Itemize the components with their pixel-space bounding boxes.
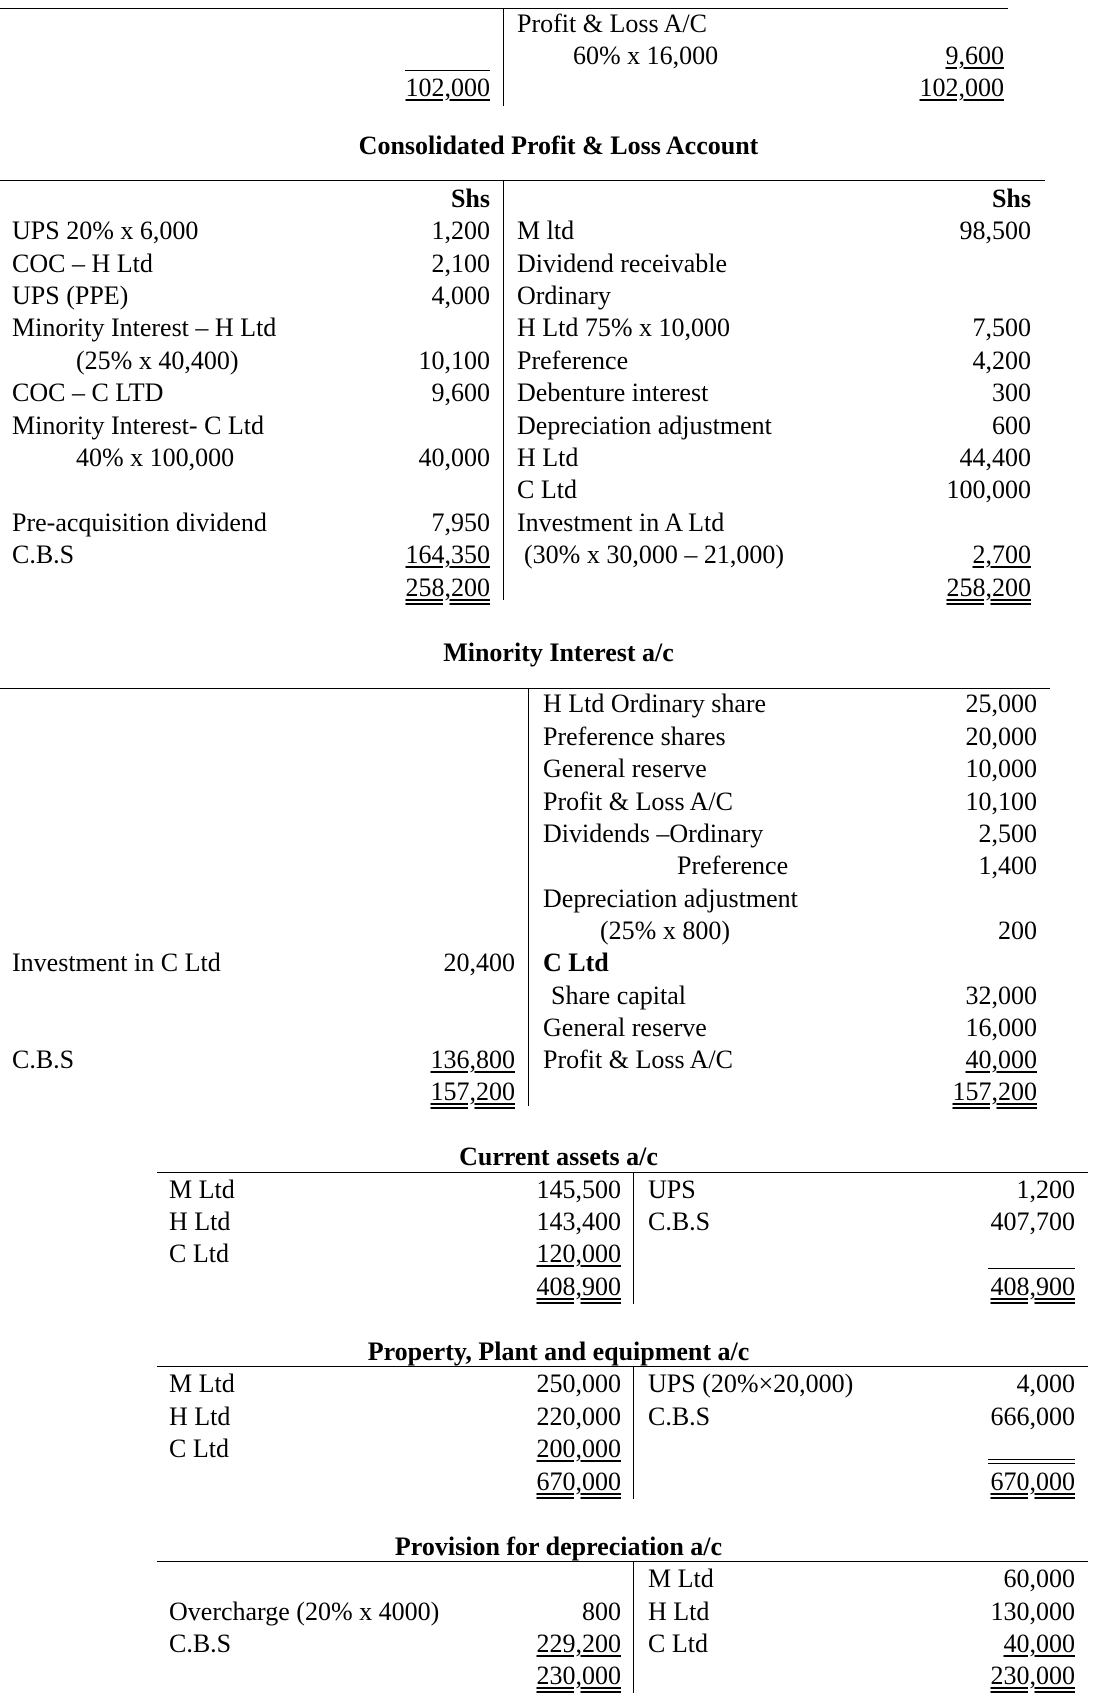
entry-label: COC – H Ltd xyxy=(12,249,153,278)
entry-amount: 200 xyxy=(998,916,1037,945)
entry-label: H Ltd xyxy=(169,1207,231,1236)
rule xyxy=(988,1459,1075,1460)
total-right: 230,000 xyxy=(990,1661,1075,1690)
entry-label: Preference shares xyxy=(543,722,726,751)
entry-label: Dividend receivable xyxy=(517,249,728,278)
rule xyxy=(0,180,1045,181)
section-title: Current assets a/c xyxy=(459,1142,658,1171)
entry-label: Share capital xyxy=(551,981,686,1010)
total-right: 102,000 xyxy=(919,73,1004,102)
col-header: Shs xyxy=(991,184,1031,213)
entry-label: M ltd xyxy=(517,216,575,245)
rule xyxy=(988,1463,1075,1464)
entry-label: C Ltd xyxy=(543,948,609,977)
entry-amount: 220,000 xyxy=(536,1402,621,1431)
divider xyxy=(528,688,529,1106)
entry-label: Profit & Loss A/C xyxy=(543,787,733,816)
total-left: 157,200 xyxy=(430,1077,515,1106)
entry-amount: 145,500 xyxy=(536,1175,621,1204)
entry-label: Overcharge (20% x 4000) xyxy=(169,1597,440,1626)
entry-label: Preference xyxy=(517,346,629,375)
entry-amount: 10,000 xyxy=(965,754,1037,783)
entry-amount: 25,000 xyxy=(965,689,1037,718)
entry-amount: 120,000 xyxy=(536,1239,621,1268)
entry-label: C.B.S xyxy=(648,1207,711,1236)
entry-label: General reserve xyxy=(543,754,707,783)
entry-amount: 229,200 xyxy=(536,1629,621,1658)
total-left: 258,200 xyxy=(405,573,490,602)
entry-label: M Ltd xyxy=(169,1369,235,1398)
entry-label: UPS (PPE) xyxy=(12,281,129,310)
entry-label: Profit & Loss A/C xyxy=(543,1045,733,1074)
entry-label: (30% x 30,000 – 21,000) xyxy=(524,540,784,569)
entry-label: H Ltd 75% x 10,000 xyxy=(517,313,731,342)
entry-amount: 666,000 xyxy=(990,1402,1075,1431)
entry-label: Preference xyxy=(677,851,789,880)
entry-amount: 20,000 xyxy=(965,722,1037,751)
total-left: 230,000 xyxy=(536,1661,621,1690)
total-right: 408,900 xyxy=(990,1272,1075,1301)
total-left: 670,000 xyxy=(536,1467,621,1496)
entry-label: (25% x 40,400) xyxy=(76,346,239,375)
entry-amount: 1,200 xyxy=(1016,1175,1075,1204)
entry-label: C.B.S xyxy=(12,540,75,569)
entry-amount: 40,000 xyxy=(965,1045,1037,1074)
entry-amount: 40,000 xyxy=(418,443,490,472)
entry-amount: 60,000 xyxy=(1003,1564,1075,1593)
entry-label: Investment in C Ltd xyxy=(12,948,221,977)
total-left: 408,900 xyxy=(536,1272,621,1301)
entry-label: UPS xyxy=(648,1175,696,1204)
entry-amount: 4,200 xyxy=(972,346,1031,375)
entry-label: Ordinary xyxy=(517,281,611,310)
entry-amount: 200,000 xyxy=(536,1434,621,1463)
entry-label: Investment in A Ltd xyxy=(517,508,725,537)
entry-label: C Ltd xyxy=(517,475,577,504)
rule xyxy=(0,8,1008,9)
entry-label: C.B.S xyxy=(12,1045,75,1074)
section-title: Provision for depreciation a/c xyxy=(394,1532,723,1561)
entry-amount: 300 xyxy=(992,378,1031,407)
total-left: 102,000 xyxy=(405,73,490,102)
entry-amount: 1,400 xyxy=(978,851,1037,880)
entry-amount: 10,100 xyxy=(418,346,490,375)
entry-label: COC – C LTD xyxy=(12,378,164,407)
entry-label: C.B.S xyxy=(169,1629,232,1658)
entry-label: C Ltd xyxy=(169,1239,229,1268)
rule xyxy=(988,1268,1075,1269)
entry-amount: 7,950 xyxy=(431,508,490,537)
entry-amount: 100,000 xyxy=(946,475,1031,504)
entry-amount: 4,000 xyxy=(431,281,490,310)
entry-label: Profit & Loss A/C xyxy=(517,9,707,38)
rule xyxy=(157,1366,1088,1367)
entry-label: Minority Interest- C Ltd xyxy=(12,411,265,440)
divider xyxy=(503,8,504,106)
divider xyxy=(633,1366,634,1499)
entry-label: H Ltd Ordinary share xyxy=(543,689,767,718)
entry-amount: 32,000 xyxy=(965,981,1037,1010)
divider xyxy=(633,1561,634,1693)
section-title: Consolidated Profit & Loss Account xyxy=(358,131,759,160)
divider xyxy=(633,1172,634,1304)
entry-label: C.B.S xyxy=(648,1402,711,1431)
rule xyxy=(157,1561,1088,1562)
entry-label: M Ltd xyxy=(648,1564,714,1593)
entry-label: 40% x 100,000 xyxy=(76,443,235,472)
entry-label: C Ltd xyxy=(648,1629,708,1658)
entry-amount: 130,000 xyxy=(990,1597,1075,1626)
entry-label: H Ltd xyxy=(169,1402,231,1431)
entry-amount: 40,000 xyxy=(1003,1629,1075,1658)
section-title: Property, Plant and equipment a/c xyxy=(367,1337,750,1366)
entry-amount: 98,500 xyxy=(959,216,1031,245)
entry-label: H Ltd xyxy=(648,1597,710,1626)
entry-amount: 164,350 xyxy=(405,540,490,569)
entry-label: Debenture interest xyxy=(517,378,709,407)
entry-label: Minority Interest – H Ltd xyxy=(12,313,277,342)
entry-amount: 44,400 xyxy=(959,443,1031,472)
entry-amount: 800 xyxy=(582,1597,621,1626)
total-right: 670,000 xyxy=(990,1467,1075,1496)
rule xyxy=(157,1172,1088,1173)
rule xyxy=(0,688,1050,689)
entry-label: Depreciation adjustment xyxy=(543,884,798,913)
entry-amount: 2,100 xyxy=(431,249,490,278)
entry-amount: 600 xyxy=(992,411,1031,440)
entry-label: M Ltd xyxy=(169,1175,235,1204)
col-header: Shs xyxy=(450,184,490,213)
entry-amount: 9,600 xyxy=(945,41,1004,70)
divider xyxy=(503,180,504,600)
entry-label: Pre-acquisition dividend xyxy=(12,508,267,537)
section-title: Minority Interest a/c xyxy=(443,638,674,667)
entry-amount: 7,500 xyxy=(972,313,1031,342)
entry-amount: 16,000 xyxy=(965,1013,1037,1042)
entry-label: C Ltd xyxy=(169,1434,229,1463)
entry-amount: 1,200 xyxy=(431,216,490,245)
entry-label: Dividends –Ordinary xyxy=(543,819,764,848)
entry-label: UPS 20% x 6,000 xyxy=(12,216,199,245)
entry-amount: 143,400 xyxy=(536,1207,621,1236)
rule xyxy=(405,70,490,71)
entry-label: 60% x 16,000 xyxy=(573,41,719,70)
entry-amount: 2,500 xyxy=(978,819,1037,848)
entry-amount: 136,800 xyxy=(430,1045,515,1074)
entry-label: H Ltd xyxy=(517,443,579,472)
entry-amount: 407,700 xyxy=(990,1207,1075,1236)
entry-label: (25% x 800) xyxy=(600,916,730,945)
total-right: 258,200 xyxy=(946,573,1031,602)
entry-amount: 10,100 xyxy=(965,787,1037,816)
entry-label: General reserve xyxy=(543,1013,707,1042)
total-right: 157,200 xyxy=(952,1077,1037,1106)
entry-label: UPS (20%×20,000) xyxy=(648,1369,854,1398)
entry-amount: 20,400 xyxy=(443,948,515,977)
entry-amount: 9,600 xyxy=(431,378,490,407)
entry-amount: 250,000 xyxy=(536,1369,621,1398)
entry-amount: 2,700 xyxy=(972,540,1031,569)
entry-amount: 4,000 xyxy=(1016,1369,1075,1398)
entry-label: Depreciation adjustment xyxy=(517,411,772,440)
